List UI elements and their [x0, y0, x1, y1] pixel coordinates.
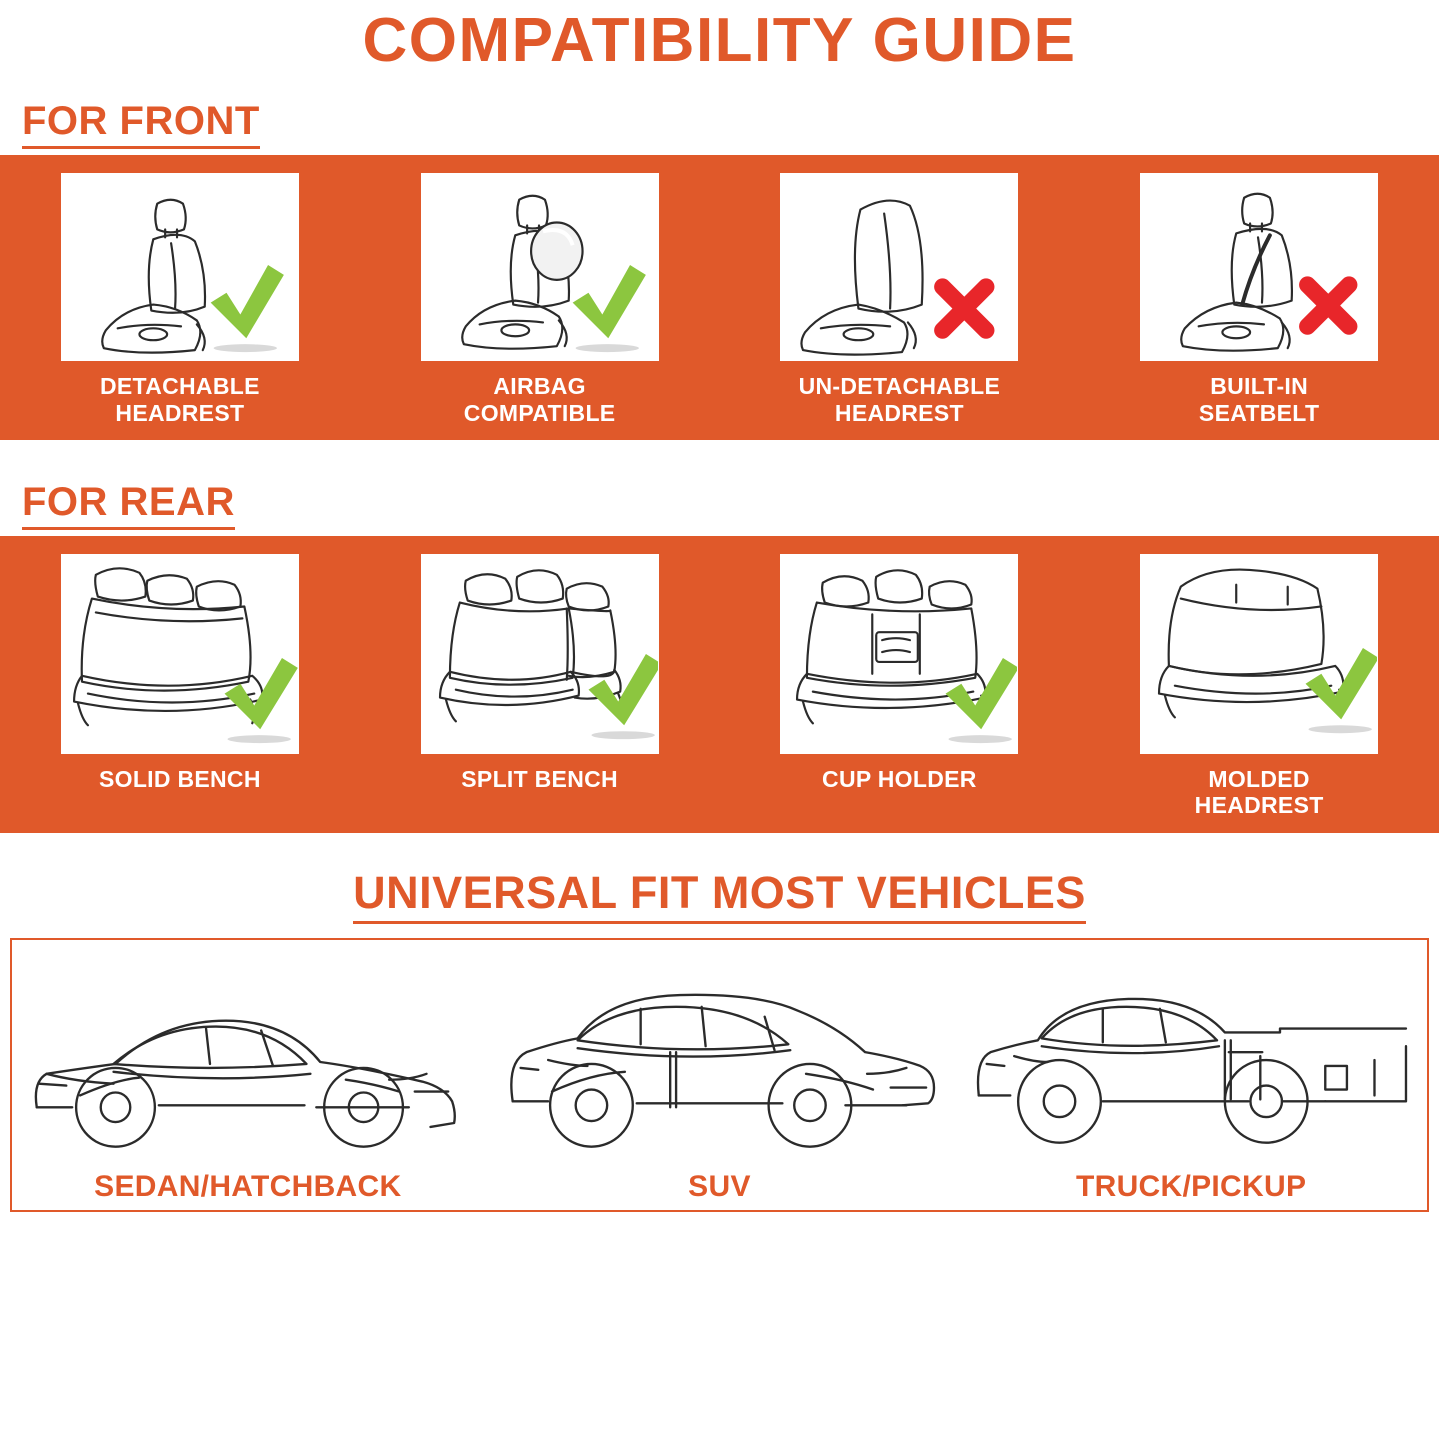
front-item-label — [100, 373, 260, 426]
universal-title — [0, 867, 1439, 924]
rear-split-bench-icon — [421, 554, 659, 754]
suv-icon — [493, 956, 946, 1166]
front-seat-detachable-headrest-icon — [61, 173, 299, 361]
vehicle-item-truck[interactable] — [965, 956, 1418, 1204]
check-mark-icon — [572, 265, 645, 338]
vehicle-label: SEDAN/HATCHBACK — [94, 1169, 402, 1203]
front-item-label-line1: BUILT-IN — [1210, 373, 1309, 400]
front-item-undetachable-headrest[interactable] — [727, 173, 1072, 426]
rear-item-label-line1: MOLDED — [1208, 765, 1310, 792]
front-item-label-line2: SEATBELT — [1198, 399, 1320, 426]
universal-section-header — [0, 867, 1439, 924]
check-mark-icon — [211, 265, 284, 338]
check-mark-icon — [588, 654, 657, 725]
universal-title-text: UNIVERSAL FIT MOST VEHICLES — [353, 867, 1086, 924]
rear-item-label — [461, 766, 618, 792]
rear-item-label-line1: CUP HOLDER — [822, 765, 977, 792]
check-mark-icon — [224, 658, 297, 729]
rear-molded-headrest-icon — [1140, 554, 1378, 754]
spacer — [0, 440, 1439, 480]
rear-item-label — [99, 766, 261, 792]
rear-item-solid-bench[interactable] — [7, 554, 352, 792]
vehicles-panel — [10, 938, 1429, 1212]
truck-icon — [965, 956, 1418, 1166]
spacer — [0, 73, 1439, 99]
front-item-detachable-headrest[interactable] — [7, 173, 352, 426]
front-seat-airbag-icon — [421, 173, 659, 361]
front-item-label-line2: COMPATIBLE — [463, 399, 616, 426]
vehicle-item-sedan[interactable] — [21, 956, 474, 1204]
page-title: COMPATIBILITY GUIDE — [362, 6, 1077, 75]
front-section-header — [0, 99, 1439, 155]
vehicle-label: SUV — [688, 1169, 751, 1203]
front-item-builtin-seatbelt[interactable] — [1086, 173, 1431, 426]
rear-item-label-line2: HEADREST — [1194, 792, 1324, 819]
rear-item-label-line1: SPLIT BENCH — [461, 765, 618, 792]
vehicle-item-suv[interactable] — [493, 956, 946, 1204]
rear-item-label — [822, 766, 977, 792]
front-item-label-line2: HEADREST — [115, 399, 245, 426]
rear-section-header — [0, 480, 1439, 536]
front-item-label-line1: UN-DETACHABLE — [798, 373, 1001, 400]
front-item-label-line2: HEADREST — [834, 399, 964, 426]
vehicle-label: TRUCK/PICKUP — [1075, 1169, 1307, 1203]
rear-item-label-line1: SOLID BENCH — [98, 765, 261, 792]
rear-cup-holder-icon — [780, 554, 1018, 754]
cross-mark-icon — [1308, 285, 1350, 327]
check-mark-icon — [946, 658, 1017, 729]
front-seat-undetachable-headrest-icon — [780, 173, 1018, 361]
rear-solid-bench-icon — [61, 554, 299, 754]
check-mark-icon — [1306, 648, 1377, 719]
cross-mark-icon — [943, 287, 987, 331]
rear-item-molded-headrest[interactable] — [1086, 554, 1431, 819]
front-items-band — [0, 155, 1439, 440]
front-item-label-line1: DETACHABLE — [100, 373, 260, 400]
rear-item-cup-holder[interactable] — [727, 554, 1072, 792]
front-item-label — [464, 373, 616, 426]
front-item-label-line1: AIRBAG — [493, 373, 586, 400]
front-heading: FOR FRONT — [22, 99, 260, 149]
front-item-label — [1199, 373, 1319, 426]
rear-items-band — [0, 536, 1439, 833]
rear-item-split-bench[interactable] — [367, 554, 712, 792]
rear-heading: FOR REAR — [22, 480, 235, 530]
sedan-icon — [21, 956, 474, 1166]
front-item-label — [799, 373, 1001, 426]
front-item-airbag-compatible[interactable] — [367, 173, 712, 426]
front-seat-builtin-seatbelt-icon — [1140, 173, 1378, 361]
rear-item-label — [1195, 766, 1324, 819]
